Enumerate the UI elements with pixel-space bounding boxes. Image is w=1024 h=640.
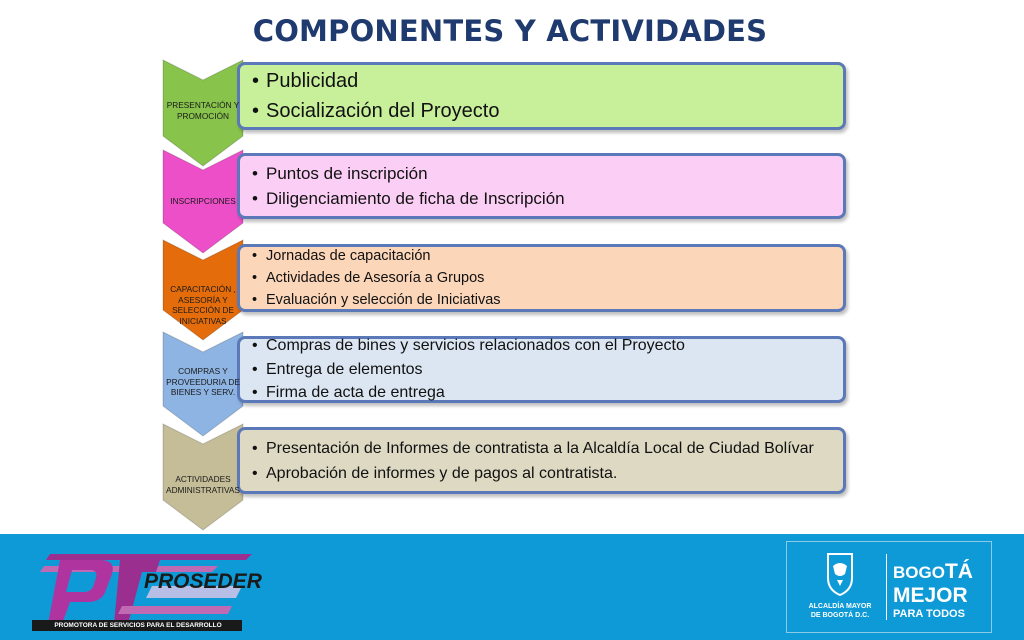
proseder-logo <box>32 550 262 632</box>
activity-list <box>240 161 843 211</box>
activity-item: • Jornadas de capacitación <box>252 245 843 267</box>
mejor-wordmark: MEJOR <box>893 584 968 607</box>
activity-item: • Puntos de inscripción <box>252 161 843 186</box>
activity-item: • Evaluación y selección de Iniciativas <box>252 289 843 311</box>
para-todos-wordmark: PARA TODOS <box>893 608 965 620</box>
stage-label: INSCRIPCIONES <box>170 196 236 206</box>
activity-item: • Entrega de elementos <box>252 358 843 382</box>
logo-divider <box>886 554 887 620</box>
stage-label: ACTIVIDADES ADMINISTRATIVAS <box>166 474 240 495</box>
stage-activity-box <box>237 336 846 403</box>
stage-label: PRESENTACIÓN Y PROMOCIÓN <box>166 100 240 121</box>
stage-label: COMPRAS Y PROVEEDURIA DE BIENES Y SERV. <box>166 366 240 397</box>
activity-item: • Compras de bines y servicios relacionados con el Proyecto <box>252 334 843 358</box>
activity-item: • Firma de acta de entrega <box>252 381 843 405</box>
bogota-crest-icon <box>825 552 855 596</box>
bogota-mejor-logo <box>786 541 992 633</box>
page-title: COMPONENTES Y ACTIVIDADES <box>252 14 768 48</box>
activity-item: • Socialización del Proyecto <box>252 96 843 126</box>
activity-list <box>240 66 843 126</box>
alcaldia-line-2: DE BOGOTÁ D.C. <box>810 612 870 619</box>
activity-item: • Presentación de Informes de contratista a la Alcaldía Local de Ciudad Bolívar <box>252 436 843 461</box>
activity-list <box>240 436 843 486</box>
activity-item: • Publicidad <box>252 66 843 96</box>
stage-chevron <box>163 150 243 253</box>
activity-item: • Actividades de Asesoría a Grupos <box>252 267 843 289</box>
stage-chevron <box>163 240 243 340</box>
proseder-name: PROSEDER <box>144 570 262 593</box>
proseder-tagline: PROMOTORA DE SERVICIOS PARA EL DESARROLLO <box>54 622 222 629</box>
alcaldia-line-1: ALCALDÍA MAYOR <box>808 603 872 610</box>
activity-item: • Aprobación de informes y de pagos al contratista. <box>252 461 843 486</box>
bogota-wordmark: BOGOTÁ <box>893 560 973 583</box>
activity-item: • Diligenciamiento de ficha de Inscripción <box>252 186 843 211</box>
stage-activity-box <box>237 244 846 312</box>
stage-label: CAPACITACIÓN , ASESORÍA Y SELECCIÓN DE INICIATIVAS <box>170 284 236 326</box>
stage-activity-box <box>237 427 846 494</box>
activity-list <box>240 245 843 311</box>
stage-activity-box <box>237 62 846 130</box>
stage-activity-box <box>237 153 846 219</box>
activity-list <box>240 334 843 405</box>
stage-chevron <box>163 424 243 530</box>
stage-chevron <box>163 332 243 436</box>
